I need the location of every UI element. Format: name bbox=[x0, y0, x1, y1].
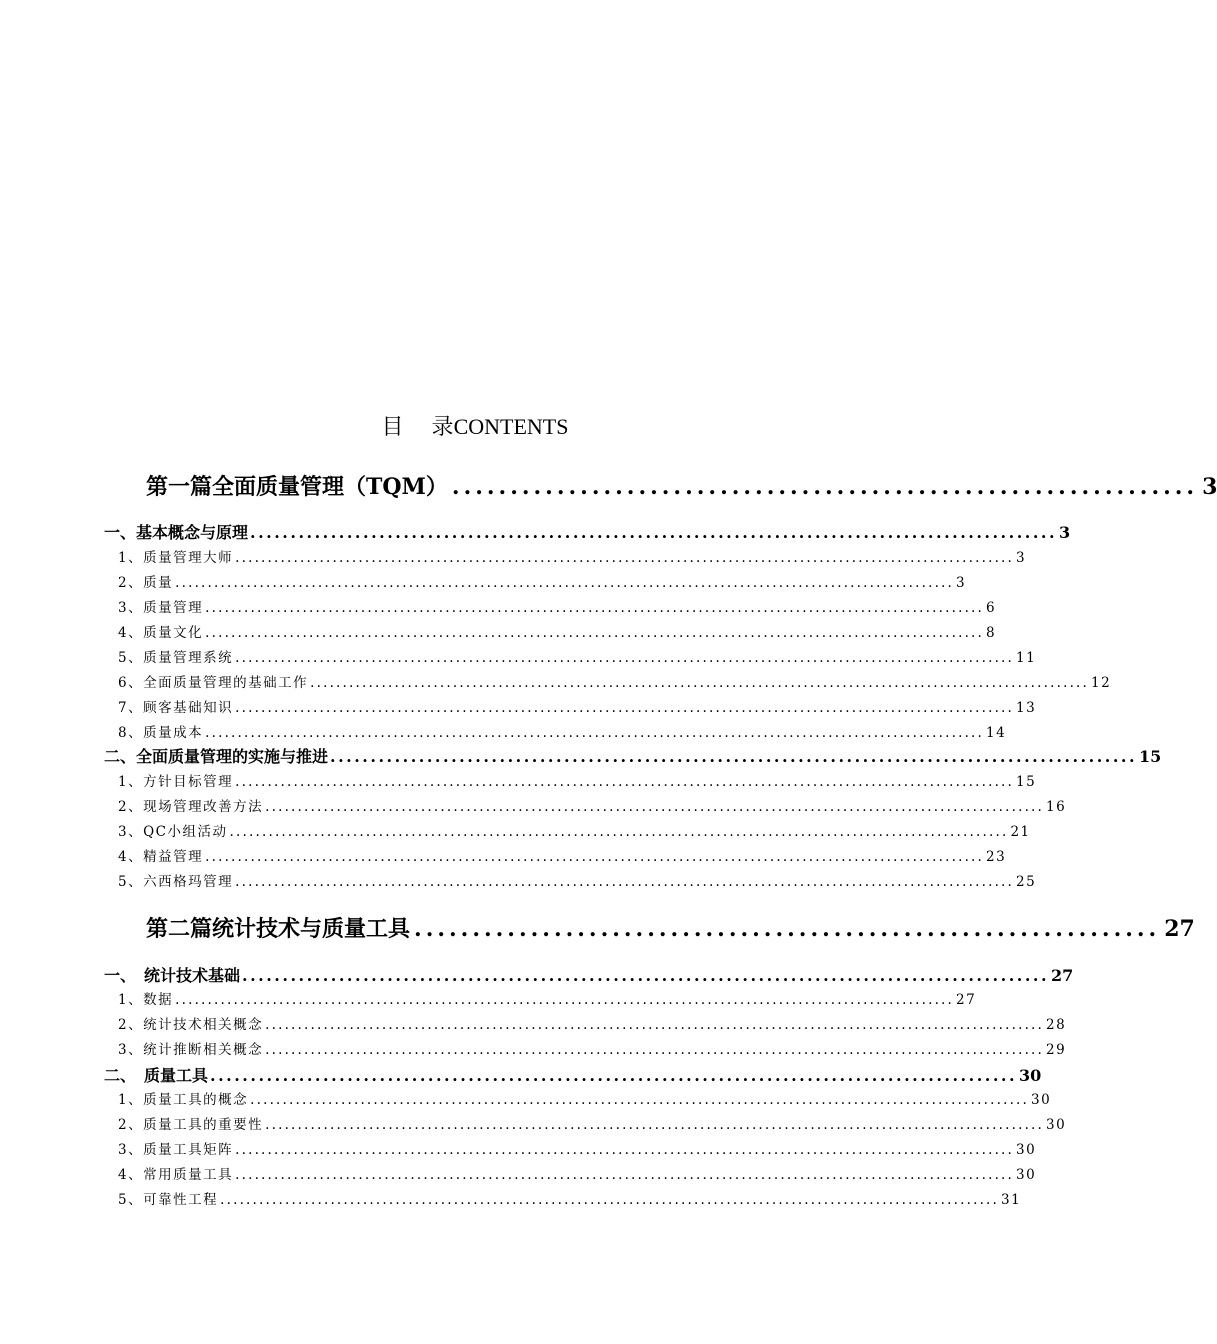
toc-item[interactable] bbox=[104, 845, 1007, 865]
item-label: 4、质量文化 bbox=[118, 625, 204, 641]
part-page: 27 bbox=[1164, 916, 1195, 942]
toc-item[interactable] bbox=[104, 770, 1037, 790]
toc-item[interactable] bbox=[104, 646, 1037, 666]
section-label: 二、全面质量管理的实施与推进 bbox=[104, 747, 329, 766]
item-page: 28 bbox=[1046, 1017, 1067, 1033]
part-title: 第二篇 bbox=[146, 916, 213, 942]
dot-leader: ........................................................................................................................ bbox=[265, 1017, 1045, 1033]
dot-leader: ........................................................................................................................ bbox=[235, 1142, 1015, 1158]
toc-item[interactable] bbox=[104, 795, 1067, 815]
item-label: 3、统计推断相关概念 bbox=[118, 1042, 264, 1058]
dot-leader: ........................................................................................................................ bbox=[235, 1167, 1015, 1183]
item-page: 23 bbox=[986, 849, 1007, 865]
toc-item[interactable] bbox=[104, 1138, 1037, 1158]
toc-item[interactable] bbox=[104, 721, 1007, 741]
item-label: 3、QC小组活动 bbox=[118, 824, 228, 840]
toc-item[interactable] bbox=[104, 1038, 1067, 1058]
section-label: 二、 质量工具 bbox=[104, 1066, 209, 1085]
item-label: 4、精益管理 bbox=[118, 849, 204, 865]
toc-item[interactable] bbox=[104, 870, 1037, 890]
toc-section[interactable] bbox=[104, 963, 1074, 985]
part-name: 全面质量管理（TQM） bbox=[212, 474, 448, 500]
item-page: 6 bbox=[986, 600, 997, 616]
section-page: 30 bbox=[1019, 1066, 1042, 1085]
item-label: 2、统计技术相关概念 bbox=[118, 1017, 264, 1033]
item-page: 31 bbox=[1001, 1192, 1022, 1208]
item-label: 1、方针目标管理 bbox=[118, 774, 234, 790]
item-label: 1、质量工具的概念 bbox=[118, 1092, 249, 1108]
toc-item[interactable] bbox=[104, 988, 977, 1008]
toc-title bbox=[0, 410, 950, 441]
dot-leader: ................................................................ bbox=[451, 474, 1199, 500]
dot-leader: ........................................................................................................................ bbox=[235, 874, 1015, 890]
dot-leader: ........................................................................................................................ bbox=[235, 550, 1015, 566]
section-page: 15 bbox=[1139, 747, 1162, 766]
dot-leader: ........................................................................................................................ bbox=[235, 700, 1015, 716]
item-page: 25 bbox=[1016, 874, 1037, 890]
dot-leader: ........................................................................................................................ bbox=[205, 725, 985, 741]
item-page: 3 bbox=[1016, 550, 1027, 566]
dot-leader: ........................................................................................................................ bbox=[205, 600, 985, 616]
toc-part-2[interactable] bbox=[146, 912, 1195, 943]
toc-item[interactable] bbox=[104, 571, 967, 591]
item-label: 1、质量管理大师 bbox=[118, 550, 234, 566]
toc-part-1[interactable] bbox=[146, 470, 1217, 501]
toc-item[interactable] bbox=[104, 696, 1037, 716]
item-page: 11 bbox=[1016, 650, 1037, 666]
dot-leader: ........................................................................................................................ bbox=[310, 675, 1090, 691]
dot-leader: .................................................................................................... bbox=[250, 523, 1058, 542]
dot-leader: .................................................................................................... bbox=[210, 1066, 1018, 1085]
toc-section[interactable] bbox=[104, 744, 1162, 766]
item-label: 3、质量工具矩阵 bbox=[118, 1142, 234, 1158]
dot-leader: .................................................................................................... bbox=[242, 966, 1050, 985]
item-page: 30 bbox=[1016, 1167, 1037, 1183]
item-label: 7、顾客基础知识 bbox=[118, 700, 234, 716]
item-page: 29 bbox=[1046, 1042, 1067, 1058]
toc-title-english: CONTENTS bbox=[453, 414, 569, 439]
toc-item[interactable] bbox=[104, 1163, 1037, 1183]
item-label: 2、质量 bbox=[118, 575, 174, 591]
item-page: 30 bbox=[1046, 1117, 1067, 1133]
item-label: 6、全面质量管理的基础工作 bbox=[118, 675, 309, 691]
item-page: 15 bbox=[1016, 774, 1037, 790]
item-page: 13 bbox=[1016, 700, 1037, 716]
section-label: 一、 统计技术基础 bbox=[104, 966, 241, 985]
toc-title-second: 录 bbox=[431, 414, 454, 439]
toc-item[interactable] bbox=[104, 621, 997, 641]
item-page: 30 bbox=[1031, 1092, 1052, 1108]
item-label: 1、数据 bbox=[118, 992, 174, 1008]
part-name: 统计技术与质量工具 bbox=[212, 916, 411, 942]
item-label: 5、六西格玛管理 bbox=[118, 874, 234, 890]
toc-item[interactable] bbox=[104, 671, 1112, 691]
section-page: 27 bbox=[1051, 966, 1074, 985]
dot-leader: ........................................................................................................................ bbox=[220, 1192, 1000, 1208]
dot-leader: ........................................................................................................................ bbox=[175, 575, 955, 591]
dot-leader: ................................................................ bbox=[414, 916, 1161, 942]
section-page: 3 bbox=[1059, 523, 1071, 542]
item-page: 8 bbox=[986, 625, 997, 641]
dot-leader: ........................................................................................................................ bbox=[175, 992, 955, 1008]
dot-leader: .................................................................................................... bbox=[330, 747, 1138, 766]
item-page: 3 bbox=[956, 575, 967, 591]
item-label: 2、质量工具的重要性 bbox=[118, 1117, 264, 1133]
item-page: 21 bbox=[1010, 824, 1031, 840]
toc-item[interactable] bbox=[104, 546, 1027, 566]
toc-item[interactable] bbox=[104, 1188, 1022, 1208]
item-label: 8、质量成本 bbox=[118, 725, 204, 741]
dot-leader: ........................................................................................................................ bbox=[205, 849, 985, 865]
toc-item[interactable] bbox=[104, 1113, 1067, 1133]
part-title: 第一篇 bbox=[146, 474, 213, 500]
item-page: 27 bbox=[956, 992, 977, 1008]
dot-leader: ........................................................................................................................ bbox=[235, 650, 1015, 666]
dot-leader: ........................................................................................................................ bbox=[265, 799, 1045, 815]
dot-leader: ........................................................................................................................ bbox=[265, 1042, 1045, 1058]
toc-item[interactable] bbox=[104, 1088, 1052, 1108]
dot-leader: ........................................................................................................................ bbox=[229, 824, 1009, 840]
item-page: 16 bbox=[1046, 799, 1067, 815]
item-label: 2、现场管理改善方法 bbox=[118, 799, 264, 815]
toc-item[interactable] bbox=[104, 596, 997, 616]
item-label: 5、质量管理系统 bbox=[118, 650, 234, 666]
toc-section[interactable] bbox=[104, 1063, 1042, 1085]
dot-leader: ........................................................................................................................ bbox=[205, 625, 985, 641]
section-label: 一、基本概念与原理 bbox=[104, 523, 249, 542]
toc-item[interactable] bbox=[104, 820, 1031, 840]
toc-section[interactable] bbox=[104, 520, 1071, 542]
part-page: 3 bbox=[1202, 474, 1217, 500]
dot-leader: ........................................................................................................................ bbox=[250, 1092, 1030, 1108]
item-label: 5、可靠性工程 bbox=[118, 1192, 219, 1208]
item-page: 12 bbox=[1091, 675, 1112, 691]
dot-leader: ........................................................................................................................ bbox=[235, 774, 1015, 790]
item-page: 14 bbox=[986, 725, 1007, 741]
toc-title-main: 目 bbox=[381, 414, 404, 439]
item-label: 3、质量管理 bbox=[118, 600, 204, 616]
toc-item[interactable] bbox=[104, 1013, 1067, 1033]
item-page: 30 bbox=[1016, 1142, 1037, 1158]
item-label: 4、常用质量工具 bbox=[118, 1167, 234, 1183]
dot-leader: ........................................................................................................................ bbox=[265, 1117, 1045, 1133]
